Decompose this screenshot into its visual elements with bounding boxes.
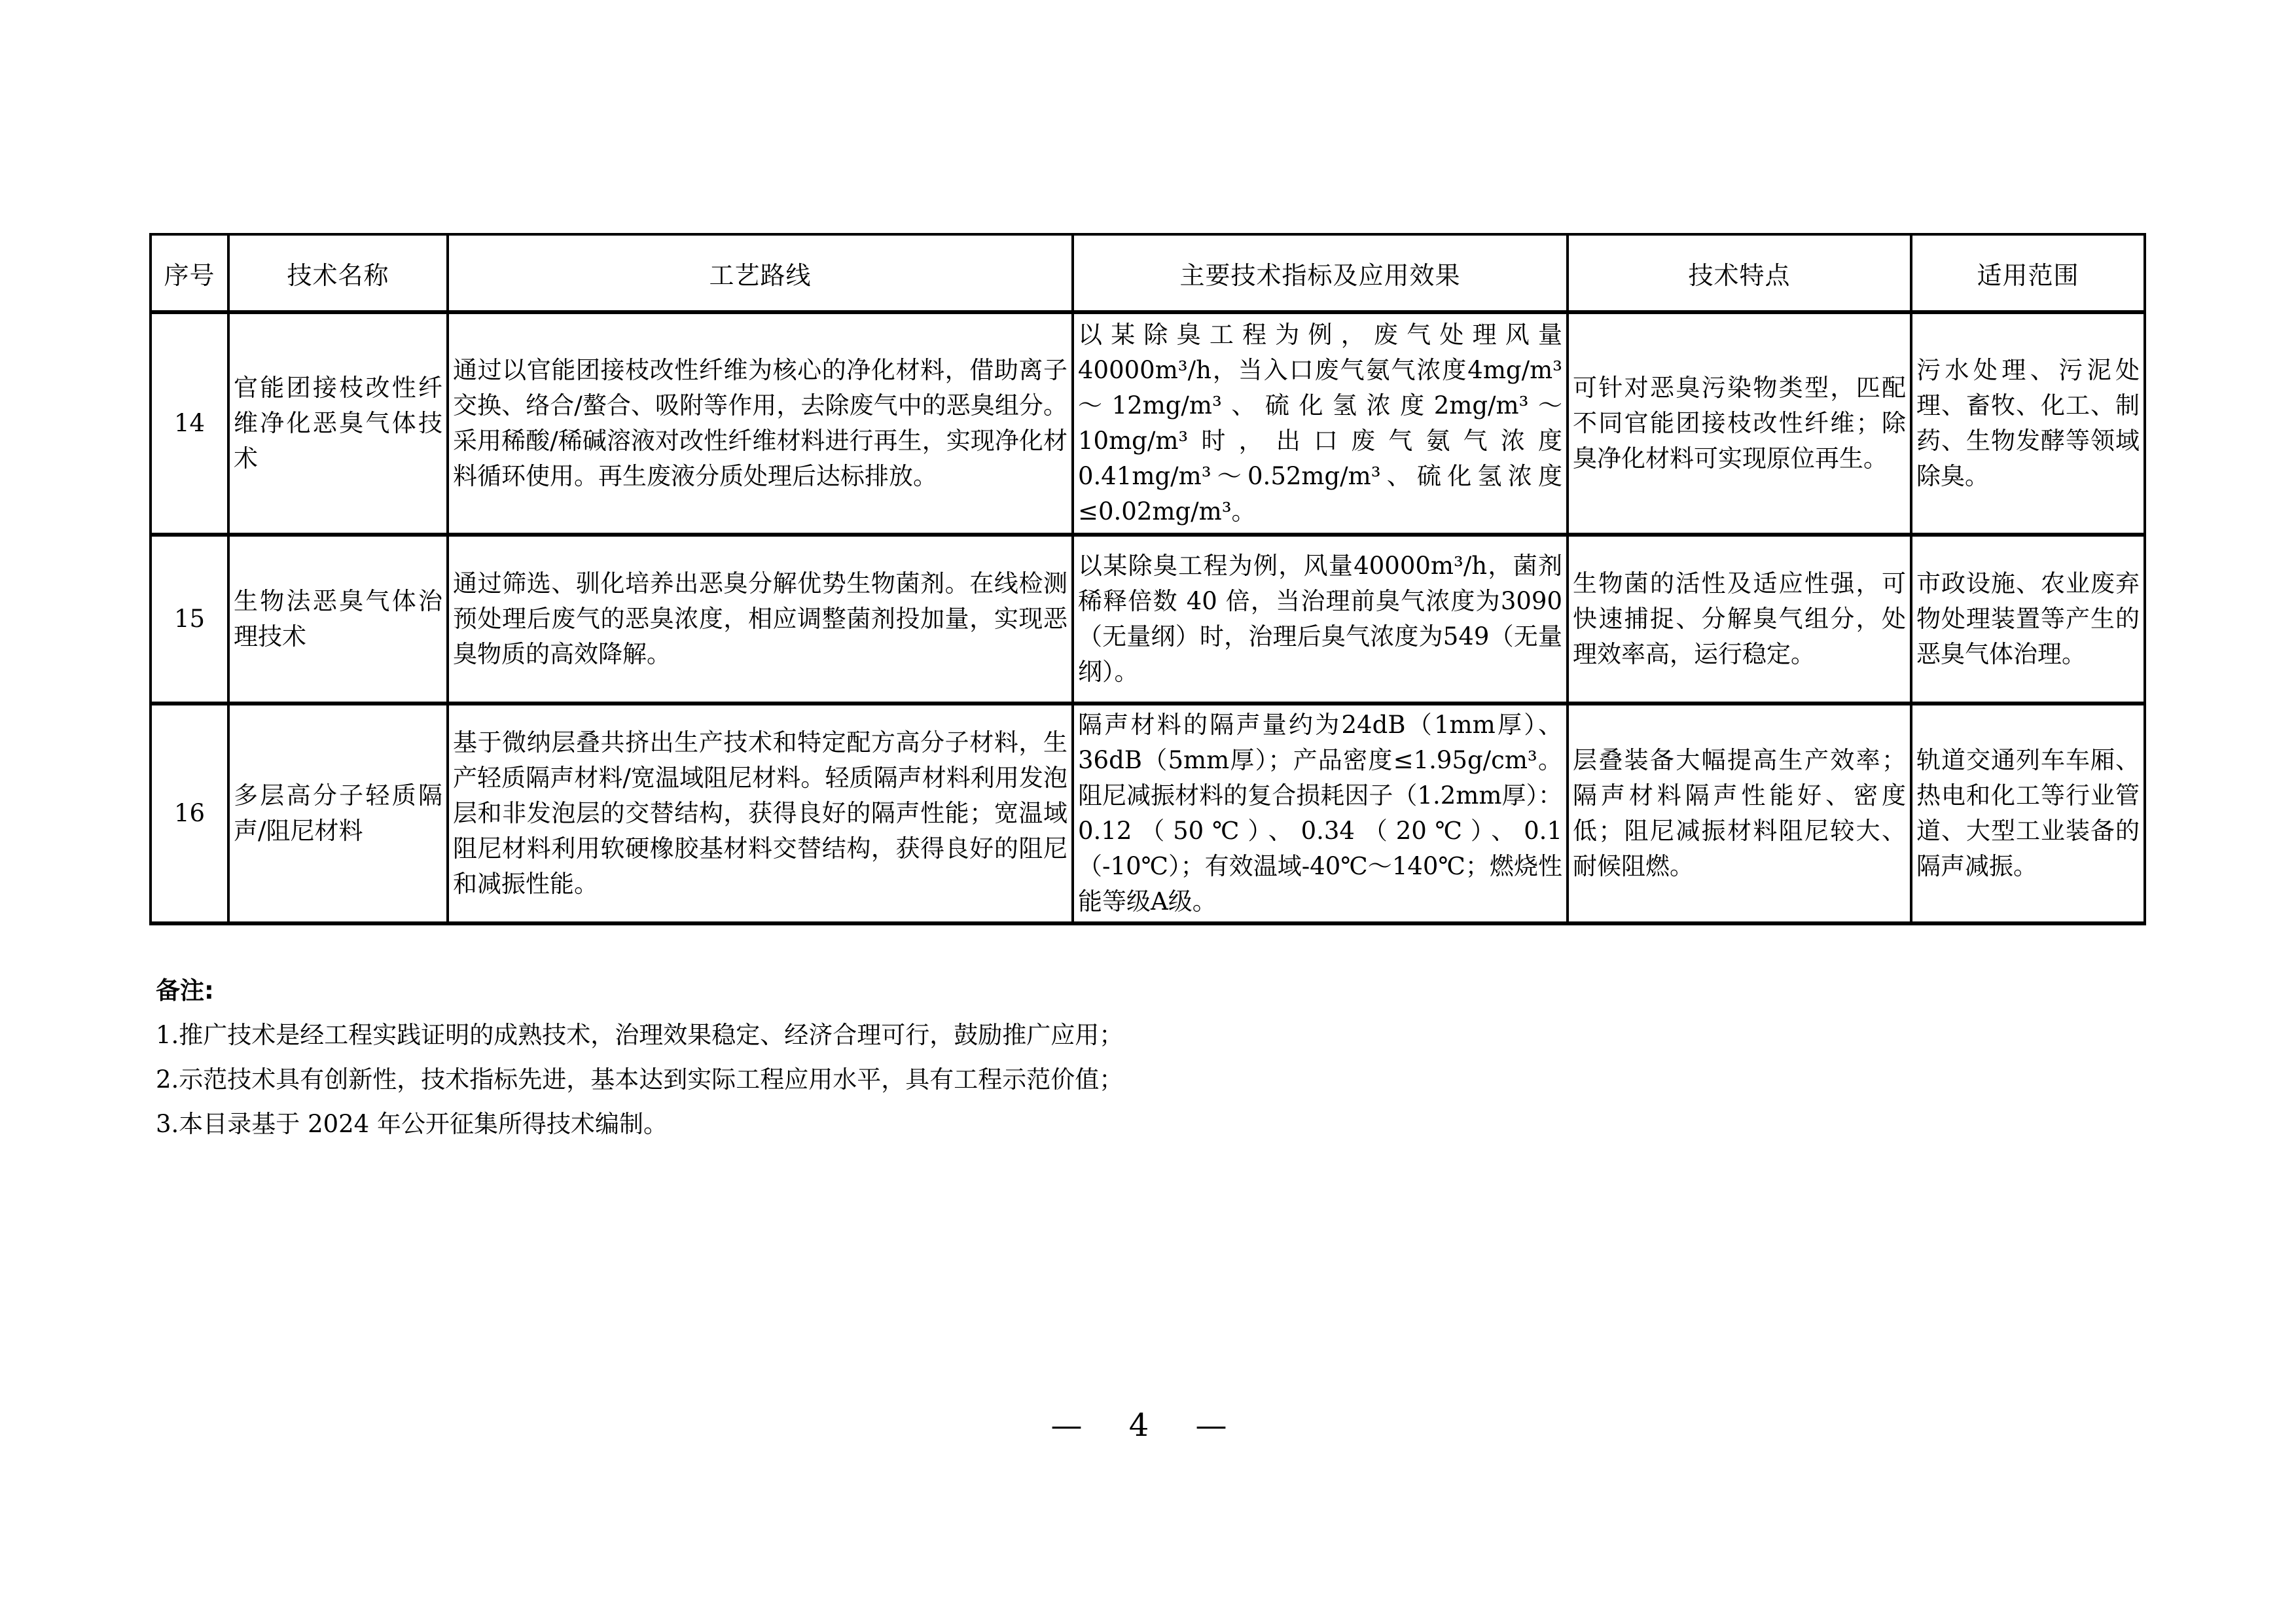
table-row — [151, 704, 2145, 923]
header-scope: 适用范围 — [1911, 234, 2145, 312]
indicators: 以某除臭工程为例，风量40000m³/h，菌剂稀释倍数 40 倍，当治理前臭气浓度为3090（无量纲）时，治理后臭气浓度为549（无量纲）。 — [1073, 535, 1568, 704]
header-process-route: 工艺路线 — [448, 234, 1073, 312]
features: 层叠装备大幅提高生产效率；隔声材料隔声性能好、密度低；阻尼减振材料阻尼较大、耐候阻燃。 — [1568, 704, 1911, 923]
features: 生物菌的活性及适应性强，可快速捕捉、分解臭气组分，处理效率高，运行稳定。 — [1568, 535, 1911, 704]
note-item: 1.推广技术是经工程实践证明的成熟技术，治理效果稳定、经济合理可行，鼓励推广应用； — [156, 1021, 1124, 1049]
process-route: 通过筛选、驯化培养出恶臭分解优势生物菌剂。在线检测预处理后废气的恶臭浓度，相应调整菌剂投加量，实现恶臭物质的高效降解。 — [448, 535, 1073, 704]
technology-name: 生物法恶臭气体治理技术 — [228, 535, 448, 704]
note-item: 2.示范技术具有创新性，技术指标先进，基本达到实际工程应用水平，具有工程示范价值； — [156, 1065, 1124, 1094]
header-technology-name: 技术名称 — [228, 234, 448, 312]
header-indicators: 主要技术指标及应用效果 — [1073, 234, 1568, 312]
indicators: 隔声材料的隔声量约为24dB（1mm厚）、36dB（5mm厚）；产品密度≤1.95g/cm³。阻尼减振材料的复合损耗因子（1.2mm厚）：0.12（50℃）、0.34（20℃）、0.1（-10℃）；有效温域-40℃～140℃；燃烧性能等级A级。 — [1073, 704, 1568, 923]
table-row — [151, 312, 2145, 535]
process-route: 基于微纳层叠共挤出生产技术和特定配方高分子材料，生产轻质隔声材料/宽温域阻尼材料。轻质隔声材料利用发泡层和非发泡层的交替结构，获得良好的隔声性能；宽温域阻尼材料利用软硬橡胶基材料交替结构，获得良好的阻尼和减振性能。 — [448, 704, 1073, 923]
features: 可针对恶臭污染物类型，匹配不同官能团接枝改性纤维；除臭净化材料可实现原位再生。 — [1568, 312, 1911, 535]
technology-name: 官能团接枝改性纤维净化恶臭气体技术 — [228, 312, 448, 535]
notes-section — [156, 969, 1123, 1147]
header-serial-number: 序号 — [151, 234, 228, 312]
table-header-row — [151, 234, 2145, 312]
scope: 市政设施、农业废弃物处理装置等产生的恶臭气体治理。 — [1911, 535, 2145, 704]
indicators: 以某除臭工程为例，废气处理风量40000m³/h，当入口废气氨气浓度4mg/m³～12mg/m³、硫化氢浓度2mg/m³～10mg/m³时，出口废气氨气浓度0.41mg/m³～0.52mg/m³、硫化氢浓度≤0.02mg/m³。 — [1073, 312, 1568, 535]
note-item: 3.本目录基于 2024 年公开征集所得技术编制。 — [156, 1110, 668, 1138]
header-features: 技术特点 — [1568, 234, 1911, 312]
scope: 轨道交通列车车厢、热电和化工等行业管道、大型工业装备的隔声减振。 — [1911, 704, 2145, 923]
technology-catalog-table — [149, 233, 2146, 925]
scope: 污水处理、污泥处理、畜牧、化工、制药、生物发酵等领域除臭。 — [1911, 312, 2145, 535]
row-number: 14 — [151, 312, 228, 535]
notes-title: 备注: — [156, 976, 214, 1005]
row-number: 15 — [151, 535, 228, 704]
page-number: — 4 — — [1050, 1407, 1246, 1444]
table-row — [151, 535, 2145, 704]
technology-name: 多层高分子轻质隔声/阻尼材料 — [228, 704, 448, 923]
process-route: 通过以官能团接枝改性纤维为核心的净化材料，借助离子交换、络合/螯合、吸附等作用，去除废气中的恶臭组分。采用稀酸/稀碱溶液对改性纤维材料进行再生，实现净化材料循环使用。再生废液分质处理后达标排放。 — [448, 312, 1073, 535]
row-number: 16 — [151, 704, 228, 923]
